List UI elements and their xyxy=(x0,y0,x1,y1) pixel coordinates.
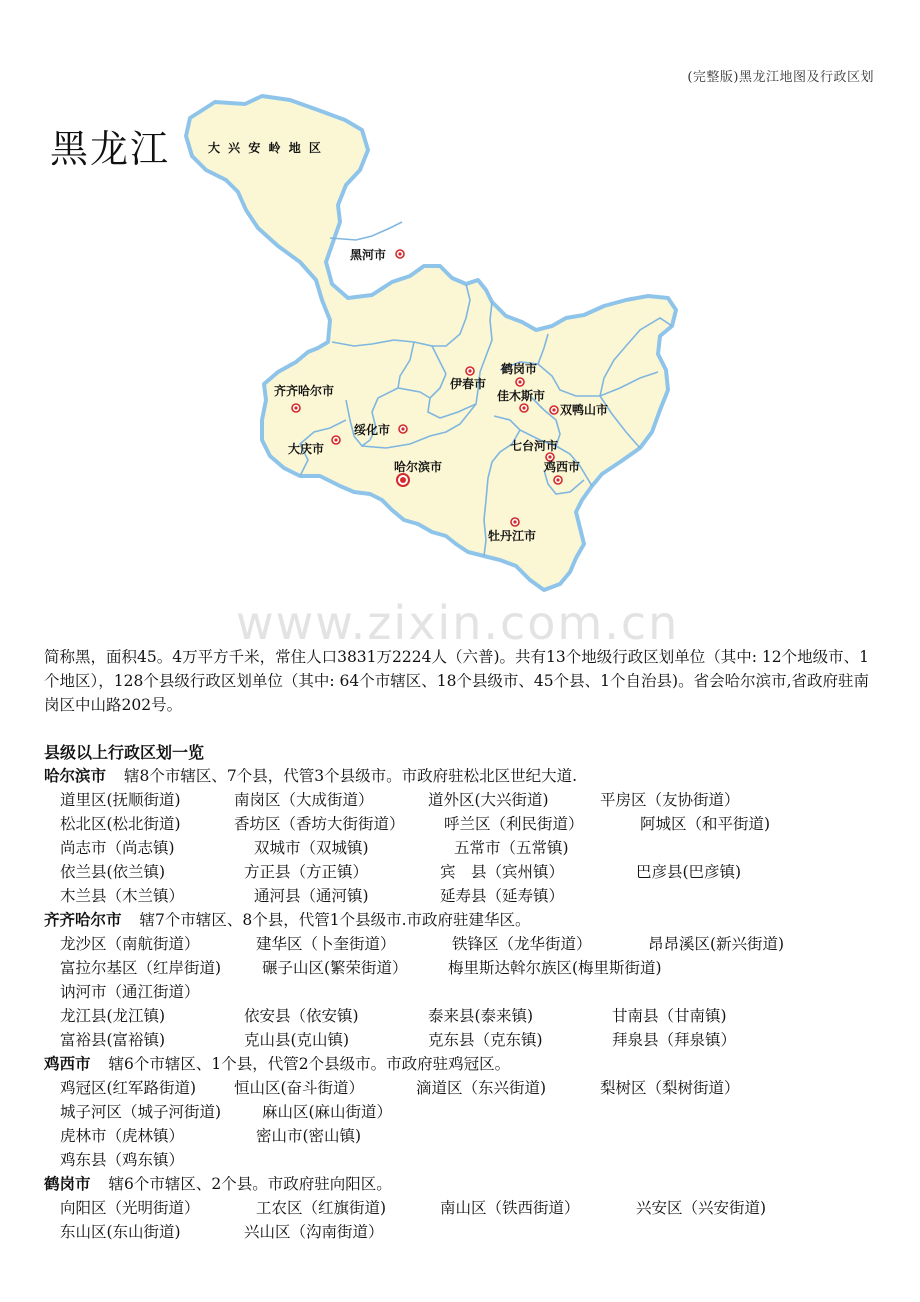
section-header xyxy=(44,1172,904,1196)
district-item: 泰来县(泰来镇) xyxy=(428,1007,534,1025)
section-description: 辖6个市辖区、2个县。市政府驻向阳区。 xyxy=(108,1175,392,1193)
city-suihua[interactable] xyxy=(354,422,407,437)
district-item: 富裕县(富裕镇) xyxy=(60,1031,166,1049)
section-city-name: 鹤岗市 xyxy=(44,1174,91,1193)
section-description: 辖8个市辖区、7个县，代管3个县级市。市政府驻松北区世纪大道. xyxy=(124,767,578,785)
watermark: www.zixin.com.cn xyxy=(236,596,680,650)
district-item: 富拉尔基区（红岸街道) xyxy=(60,959,222,977)
district-item: 鸡冠区(红军路街道) xyxy=(60,1079,197,1097)
district-item: 通河县（通河镇) xyxy=(254,887,369,905)
city-jiamusi[interactable] xyxy=(497,388,545,412)
district-item: 龙江县(龙江镇) xyxy=(60,1007,166,1025)
city-label: 黑河市 xyxy=(350,248,387,262)
city-mudanjiang[interactable] xyxy=(488,518,536,543)
district-item: 密山市(密山镇) xyxy=(256,1127,362,1145)
district-row xyxy=(44,956,904,980)
city-label: 绥化市 xyxy=(354,423,391,437)
section-header xyxy=(44,1052,904,1076)
district-row xyxy=(44,1028,904,1052)
section-description: 辖6个市辖区、1个县，代管2个县级市。市政府驻鸡冠区。 xyxy=(108,1055,511,1073)
district-item: 呼兰区（利民街道） xyxy=(444,815,584,833)
district-item: 麻山区(麻山街道） xyxy=(262,1103,393,1121)
city-label: 哈尔滨市 xyxy=(394,460,443,474)
district-item: 阿城区（和平街道) xyxy=(640,815,771,833)
city-label: 伊春市 xyxy=(450,377,487,391)
district-item: 工农区（红旗街道) xyxy=(256,1199,387,1217)
district-row xyxy=(44,1148,904,1172)
district-row xyxy=(44,788,904,812)
district-item: 滴道区（东兴街道) xyxy=(416,1079,547,1097)
city-label: 牡丹江市 xyxy=(488,529,537,543)
district-item: 梨树区（梨树街道） xyxy=(600,1079,740,1097)
district-item: 方正县（方正镇） xyxy=(244,863,369,881)
city-label: 双鸭山市 xyxy=(560,403,609,417)
city-qitaihe[interactable] xyxy=(510,438,558,461)
document-header-note: (完整版)黑龙江地图及行政区划 xyxy=(687,70,874,85)
district-item: 尚志市（尚志镇) xyxy=(60,839,175,857)
district-row xyxy=(44,884,904,908)
district-item: 兴安区（兴安街道) xyxy=(636,1199,767,1217)
district-item: 克东县（克东镇) xyxy=(428,1031,543,1049)
district-item: 梅里斯达斡尔族区(梅里斯街道) xyxy=(448,959,662,977)
section-city-name: 哈尔滨市 xyxy=(44,766,107,785)
district-item: 香坊区（香坊大街街道） xyxy=(234,815,405,833)
district-item: 铁锋区（龙华街道） xyxy=(452,935,592,953)
district-row xyxy=(44,860,904,884)
section-city-name: 鸡西市 xyxy=(44,1054,91,1073)
district-item: 依安县（依安镇) xyxy=(244,1007,359,1025)
district-item: 龙沙区（南航街道） xyxy=(60,935,200,953)
district-item: 松北区(松北街道) xyxy=(60,815,181,833)
district-item: 南岗区（大成街道） xyxy=(234,791,374,809)
district-item: 甘南县（甘南镇) xyxy=(612,1007,727,1025)
section-qiqihar xyxy=(44,908,904,1052)
section-header xyxy=(44,908,904,932)
city-hegang[interactable] xyxy=(500,361,537,386)
city-heihe[interactable] xyxy=(350,247,404,262)
division-list xyxy=(44,764,904,1244)
region-label-daxinganling: 大 兴 安 岭 地 区 xyxy=(208,141,323,155)
district-item: 虎林市（虎林镇） xyxy=(60,1127,185,1145)
district-row xyxy=(44,1196,904,1220)
district-item: 兴山区（沟南街道） xyxy=(244,1223,384,1241)
section-header xyxy=(44,764,904,788)
district-item: 拜泉县（拜泉镇） xyxy=(612,1031,737,1049)
district-row xyxy=(44,812,904,836)
district-item: 城子河区（城子河街道) xyxy=(60,1103,222,1121)
section-description: 辖7个市辖区、8个县，代管1个县级市.市政府驻建华区。 xyxy=(139,911,531,929)
city-label: 鸡西市 xyxy=(544,460,581,474)
district-item: 向阳区（光明街道） xyxy=(60,1199,200,1217)
district-row xyxy=(44,932,904,956)
district-item: 依兰县(依兰镇) xyxy=(60,863,166,881)
district-row xyxy=(44,1124,904,1148)
district-item: 宾 县（宾州镇） xyxy=(440,863,565,881)
district-row xyxy=(44,1076,904,1100)
district-item: 恒山区(奋斗街道） xyxy=(234,1079,365,1097)
city-harbin[interactable] xyxy=(394,459,442,486)
district-row xyxy=(44,1220,904,1244)
section-hegang xyxy=(44,1172,904,1244)
district-item: 五常市（五常镇) xyxy=(454,839,569,857)
district-item: 讷河市（通江街道） xyxy=(60,983,200,1001)
city-label: 佳木斯市 xyxy=(497,389,546,403)
district-item: 道里区(抚顺街道) xyxy=(60,791,181,809)
city-shuangyashan[interactable] xyxy=(550,402,608,417)
district-row xyxy=(44,836,904,860)
district-item: 平房区（友协街道） xyxy=(600,791,740,809)
city-label: 大庆市 xyxy=(288,442,325,456)
city-label: 齐齐哈尔市 xyxy=(274,384,335,398)
district-item: 东山区(东山街道) xyxy=(60,1223,181,1241)
district-item: 克山县(克山镇) xyxy=(244,1031,350,1049)
district-item: 南山区（铁西街道） xyxy=(440,1199,580,1217)
district-item: 碾子山区(繁荣街道） xyxy=(262,959,408,977)
district-item: 巴彦县(巴彦镇) xyxy=(636,863,742,881)
section-harbin xyxy=(44,764,904,908)
city-yichun[interactable] xyxy=(450,367,486,391)
district-item: 延寿县（延寿镇） xyxy=(440,887,565,905)
district-row xyxy=(44,1004,904,1028)
district-row xyxy=(44,1100,904,1124)
district-row xyxy=(44,980,904,1004)
section-jixi xyxy=(44,1052,904,1172)
city-label: 鹤岗市 xyxy=(501,362,538,376)
district-item: 道外区(大兴街道) xyxy=(428,791,549,809)
intro-paragraph: 简称黑，面积45。4万平方千米，常住人口3831万2224人（六普)。共有13个地级行政区划单位（其中: 12个地级市、1个地区），128个县级行政区划单位（其中: 64个市辖区、18个县级市、45个县、1个自治县)。省会哈尔滨市,省政府驻南岗区中山路202号。 xyxy=(44,648,869,714)
district-item: 昂昂溪区(新兴街道) xyxy=(648,935,785,953)
city-qiqihar[interactable] xyxy=(274,383,334,412)
section-city-name: 齐齐哈尔市 xyxy=(44,910,122,929)
list-title: 县级以上行政区划一览 xyxy=(44,743,205,762)
district-item: 鸡东县（鸡东镇） xyxy=(60,1151,185,1169)
district-item: 木兰县（木兰镇） xyxy=(60,887,185,905)
city-label: 七台河市 xyxy=(510,439,559,453)
district-item: 建华区（卜奎街道） xyxy=(256,935,396,953)
district-item: 双城市（双城镇) xyxy=(254,839,369,857)
city-jixi[interactable] xyxy=(543,459,580,484)
city-daqing[interactable] xyxy=(288,436,340,456)
map-title: 黑龙江 xyxy=(50,127,171,171)
